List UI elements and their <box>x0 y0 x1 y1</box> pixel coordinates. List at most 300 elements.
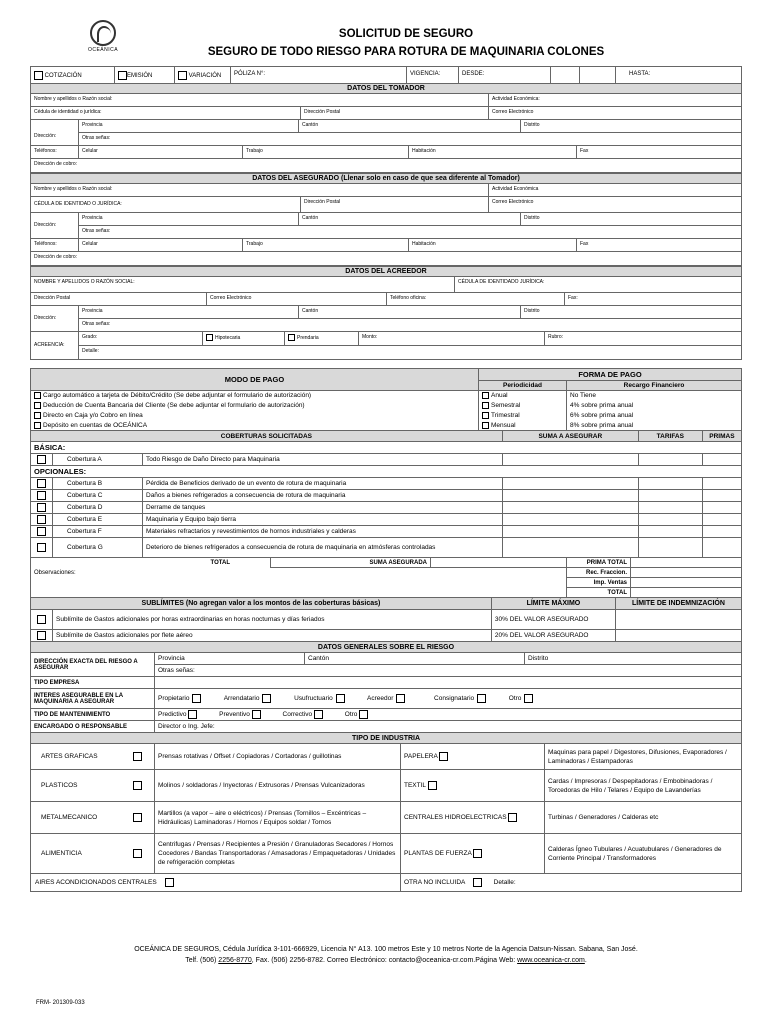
industria-fuerza-checkbox[interactable] <box>473 849 482 858</box>
periodo-option-0[interactable] <box>479 391 567 401</box>
industria-fuerza-desc: Calderas Ígneo Tubulares / Acuatubulares / Generadores de Corriente Principal / Transformadores <box>545 834 742 874</box>
otra-checkbox[interactable] <box>473 878 482 887</box>
sublimite-0-value[interactable] <box>615 610 741 630</box>
industria-plasticos-label: PLASTICOS <box>31 770 121 802</box>
interes-arrendatario-checkbox[interactable] <box>262 694 271 703</box>
periodo-option-3[interactable] <box>479 421 567 431</box>
acreencia-label: ACREENCIA: <box>31 332 79 359</box>
asegurado-telefonos-label: Teléfonos: <box>31 239 79 251</box>
tomador-dirpostal-field[interactable] <box>301 107 489 119</box>
asegurado-canton-field[interactable] <box>299 213 521 225</box>
cobertura-e-name: Cobertura E <box>53 514 143 526</box>
aires-label: AIRES ACONDICIONADOS CENTRALES <box>35 879 157 887</box>
cobertura-a-tarifa[interactable] <box>638 454 702 466</box>
periodo-checkbox-2[interactable] <box>482 412 489 419</box>
tomador-actividad-label: Actividad Económica: <box>492 96 540 102</box>
periodo-label-3: Mensual <box>491 421 516 429</box>
interes-propietario-checkbox[interactable] <box>192 694 201 703</box>
tomador-trabajo-field[interactable] <box>243 146 409 158</box>
asegurado-dirpostal-field[interactable] <box>301 197 489 212</box>
cobertura-f-prima[interactable] <box>702 526 741 538</box>
desde-field[interactable] <box>459 67 551 83</box>
cobertura-e-checkbox[interactable] <box>37 515 46 524</box>
otra-option[interactable] <box>401 874 742 892</box>
industria-hidro-text: CENTRALES HIDROELECTRICAS <box>404 814 507 822</box>
mant-otro-checkbox[interactable] <box>359 710 368 719</box>
industria-metalmecanico-option[interactable] <box>121 802 155 834</box>
periodo-option-1[interactable] <box>479 401 567 411</box>
tomador-cobro-field[interactable] <box>31 159 741 172</box>
tomador-correo-field[interactable] <box>489 107 741 119</box>
cotizacion-option[interactable] <box>31 67 115 83</box>
cobertura-d-suma[interactable] <box>502 502 638 514</box>
cobertura-b-option[interactable] <box>31 478 53 490</box>
cobertura-c-option[interactable] <box>31 490 53 502</box>
modo-label-3: Depósito en cuentas de OCEÁNICA <box>43 421 148 429</box>
cobertura-a-checkbox[interactable] <box>37 455 46 464</box>
interes-acreedor-label: Acreedor <box>367 695 394 703</box>
prendaria-checkbox[interactable] <box>288 334 295 341</box>
sublimite-1-value[interactable] <box>615 630 741 642</box>
sublimite-0-desc: Sublímite de Gastos adicionales por horas extraordinarias en horas nocturnas y días feriados <box>53 610 492 630</box>
modo-option-1[interactable] <box>31 401 479 411</box>
observaciones-label: Observaciones: <box>34 570 76 576</box>
asegurado-actividad-label: Actividad Económica <box>492 186 539 192</box>
industria-papelera-desc: Maquinas para papel / Digestores, Difusiones, Evaporadores / Laminadoras / Estampadoras <box>545 744 742 770</box>
interes-usufructuario-checkbox[interactable] <box>336 694 345 703</box>
sublimite-0-checkbox[interactable] <box>37 615 46 624</box>
total2-label: TOTAL <box>567 588 631 598</box>
periodo-option-2[interactable] <box>479 411 567 421</box>
industria-textil-label[interactable] <box>401 770 545 802</box>
tomador-distrito-field[interactable] <box>521 120 741 132</box>
cobertura-c-suma[interactable] <box>502 490 638 502</box>
interes-consignatario-label: Consignatario <box>434 695 475 703</box>
tomador-fax-field[interactable] <box>577 146 741 158</box>
asegurado-fax-field[interactable] <box>577 239 741 251</box>
tomador-fax-label: Fax <box>580 148 589 154</box>
cobertura-c-desc: Daños a bienes refrigerados a consecuencia de rotura de maquinaria <box>143 490 503 502</box>
asegurado-otras-label: Otras señas: <box>82 228 111 234</box>
sublimites-header: SUBLÍMITES (No agregan valor a los montos de las coberturas básicas) <box>31 598 492 610</box>
variacion-option[interactable] <box>175 67 231 83</box>
cobertura-e-desc: Maquinaria y Equipo bajo tierra <box>143 514 503 526</box>
acreedor-correo-label: Correo Electrónico <box>210 295 252 301</box>
asegurado-cobro-label: Dirección de cobro: <box>34 254 78 260</box>
opcionales-label: OPCIONALES: <box>31 466 742 478</box>
recargo-1: 4% sobre prima anual <box>567 401 742 411</box>
sublimite-1-limit: 20% DEL VALOR ASEGURADO <box>491 630 615 642</box>
acreedor-otras-field[interactable] <box>79 319 741 331</box>
interes-propietario-label: Propietario <box>158 695 190 703</box>
variacion-label: VARIACIÓN <box>188 73 222 80</box>
periodo-checkbox-0[interactable] <box>482 392 489 399</box>
industria-plasticos-checkbox[interactable] <box>133 781 142 790</box>
imp-ventas-value[interactable] <box>631 578 742 588</box>
industria-metalmecanico-label: METALMECANICO <box>31 802 121 834</box>
acreedor-rubro-field[interactable] <box>545 332 741 345</box>
cobertura-d-checkbox[interactable] <box>37 503 46 512</box>
indemnizacion-header: LÍMITE DE INDEMNIZACIÓN <box>615 598 741 610</box>
cobertura-f-checkbox[interactable] <box>37 527 46 536</box>
asegurado-trabajo-field[interactable] <box>243 239 409 251</box>
emision-label: EMISIÓN <box>127 73 153 80</box>
mant-otro-label: Otro <box>344 711 358 719</box>
interes-options <box>155 689 742 709</box>
policy-bar <box>30 66 742 84</box>
cobertura-g-prima[interactable] <box>702 538 741 558</box>
modo-option-0[interactable] <box>31 391 479 401</box>
acreedor-cedula-label: CÉDULA DE IDENTIDADO JURÍDICA: <box>458 279 545 285</box>
acreedor-distrito-field[interactable] <box>521 306 741 318</box>
variacion-checkbox[interactable] <box>178 71 187 80</box>
asegurado-cedula-label: CÉDULA DE IDENTIDAD O JURÍDICA: <box>34 201 122 207</box>
modo-option-3[interactable] <box>31 421 479 431</box>
acreedor-dirpostal-field[interactable] <box>31 293 207 305</box>
cobertura-b-checkbox[interactable] <box>37 479 46 488</box>
periodo-label-1: Semestral <box>491 402 521 410</box>
acreedor-prendaria-option[interactable] <box>285 332 359 345</box>
tomador-cedula-field[interactable] <box>31 107 301 119</box>
riesgo-distrito-field[interactable] <box>525 653 742 665</box>
industria-alimenticia-desc: Centrifugas / Prensas / Recipientes a Presión / Granuladoras Secadores / Hornos Cocedores / Bandas Transportadoras / Amasadoras / Empaquetadoras / Unidades de refrigeración completas <box>155 834 401 874</box>
acreedor-section-title: DATOS DEL ACREEDOR <box>30 266 742 277</box>
hipotecaria-label: Hipotecaria <box>215 334 241 341</box>
cobertura-g-option[interactable] <box>31 538 53 558</box>
riesgo-distrito-label: Distrito <box>528 655 549 662</box>
acreedor-direccion-label: Dirección: <box>31 306 79 331</box>
tomador-habitacion-label: Habitación <box>412 148 436 154</box>
tomador-habitacion-field[interactable] <box>409 146 577 158</box>
periodo-checkbox-1[interactable] <box>482 402 489 409</box>
asegurado-provincia-field[interactable] <box>79 213 299 225</box>
footer <box>30 944 742 966</box>
rec-fraccion-label: Rec. Fraccion. <box>567 568 631 578</box>
detalle-label: Detalle: <box>493 879 516 887</box>
desde-label: DESDE: <box>462 71 485 77</box>
cobertura-f-name: Cobertura F <box>53 526 143 538</box>
encargado-field[interactable] <box>155 721 742 733</box>
asegurado-habitacion-label: Habitación <box>412 241 436 247</box>
industria-plasticos-desc: Molinos / soldadoras / Inyectoras / Extrusoras / Prensas Vulcanizadoras <box>155 770 401 802</box>
cobertura-d-tarifa[interactable] <box>638 502 702 514</box>
cobertura-d-name: Cobertura D <box>53 502 143 514</box>
footer-web-link[interactable]: www.oceanica-cr.com <box>517 957 585 964</box>
modo-checkbox-2[interactable] <box>34 412 41 419</box>
cobertura-d-prima[interactable] <box>702 502 741 514</box>
mant-preventivo-label: Preventivo <box>219 711 250 719</box>
acreedor-nombre-label: NOMBRE Y APELLIDOS O RAZÓN SOCIAL: <box>34 279 135 285</box>
riesgo-table <box>30 641 742 733</box>
industria-papelera-label[interactable] <box>401 744 545 770</box>
periodo-label-2: Trimestral <box>491 412 520 420</box>
hipotecaria-checkbox[interactable] <box>206 334 213 341</box>
mantenimiento-options <box>155 709 742 721</box>
interes-label: INTERES ASEGURABLE EN LA MAQUINARIA A ASEGURAR <box>31 689 155 709</box>
periodicidad-header: Periodicidad <box>479 381 567 391</box>
footer-contact-text: , Fax. (506) 2256-8782. Correo Electrónico: contacto@oceanica-cr.com.Página Web: <box>251 957 518 964</box>
acreedor-detalle-field[interactable] <box>79 346 741 359</box>
sublimite-1-checkbox[interactable] <box>37 631 46 640</box>
asegurado-distrito-field[interactable] <box>521 213 741 225</box>
industria-artes-checkbox[interactable] <box>133 752 142 761</box>
limite-maximo-header: LÍMITE MÁXIMO <box>491 598 615 610</box>
riesgo-section-title: DATOS GENERALES SOBRE EL RIESGO <box>31 642 742 653</box>
asegurado-celular-field[interactable] <box>79 239 243 251</box>
interes-consignatario-checkbox[interactable] <box>477 694 486 703</box>
hasta-label: HASTA: <box>629 71 651 77</box>
mant-correctivo-checkbox[interactable] <box>314 710 323 719</box>
asegurado-canton-label: Cantón <box>302 215 319 221</box>
periodo-checkbox-3[interactable] <box>482 422 489 429</box>
asegurado-habitacion-field[interactable] <box>409 239 577 251</box>
tomador-canton-field[interactable] <box>299 120 521 132</box>
cobertura-f-tarifa[interactable] <box>638 526 702 538</box>
interes-arrendatario-label: Arrendatario <box>223 695 260 703</box>
cobertura-b-prima[interactable] <box>702 478 741 490</box>
acreedor-grado-field[interactable] <box>79 332 203 345</box>
tomador-dirpostal-label: Dirección Postal <box>304 109 341 115</box>
cobertura-g-suma[interactable] <box>502 538 638 558</box>
coberturas-header: COBERTURAS SOLICITADAS <box>31 431 503 442</box>
riesgo-provincia-label: Provincia <box>158 655 185 662</box>
industria-artes-option[interactable] <box>121 744 155 770</box>
asegurado-distrito-label: Distrito <box>524 215 540 221</box>
industria-metalmecanico-desc: Martillos (a vapor – aire o eléctricos) / Prensas (Tornillos – Excéntricas – Hidráulicas) Laminadoras / Hornos / Equipos soldar / Tornos <box>155 802 401 834</box>
cobertura-a-prima[interactable] <box>702 454 741 466</box>
asegurado-correo-field[interactable] <box>489 197 741 212</box>
acreedor-monto-field[interactable] <box>359 332 545 345</box>
acreedor-provincia-field[interactable] <box>79 306 299 318</box>
suma-header: SUMA A ASEGURAR <box>502 431 638 442</box>
acreedor-canton-label: Cantón <box>302 308 319 314</box>
total2-value[interactable] <box>631 588 742 598</box>
tomador-distrito-label: Distrito <box>524 122 540 128</box>
tomador-cedula-label: Cédula de identidad o jurídica: <box>34 109 102 115</box>
mant-predictivo-label: Predictivo <box>158 711 187 719</box>
suma-asegurada-label: SUMA ASEGURADA <box>271 558 431 568</box>
cobertura-a-desc: Todo Riesgo de Daño Directo para Maquinaria <box>143 454 503 466</box>
modo-checkbox-1[interactable] <box>34 402 41 409</box>
desde-extra-2[interactable] <box>580 67 616 83</box>
tomador-provincia-label: Provincia <box>82 122 103 128</box>
industria-table <box>30 732 742 892</box>
industria-hidro-checkbox[interactable] <box>508 813 517 822</box>
modo-label-2: Directo en Caja y/o Cobro en línea <box>43 412 143 420</box>
acreedor-fax-field[interactable] <box>565 293 741 305</box>
sublimite-1-desc: Sublímite de Gastos adicionales por flete aéreo <box>53 630 492 642</box>
acreedor-canton-field[interactable] <box>299 306 521 318</box>
riesgo-direccion-label: DIRECCIÓN EXACTA DEL RIESGO A ASEGURAR <box>31 653 155 677</box>
acreedor-telefono-field[interactable] <box>387 293 565 305</box>
industria-alimenticia-label: ALIMENTICIA <box>31 834 121 874</box>
cobertura-b-tarifa[interactable] <box>638 478 702 490</box>
cobertura-e-tarifa[interactable] <box>638 514 702 526</box>
footer-phone-link[interactable]: 2256-8770 <box>218 957 252 964</box>
tipo-empresa-field[interactable] <box>155 677 742 689</box>
cobertura-c-checkbox[interactable] <box>37 491 46 500</box>
acreedor-grado-label: Grado: <box>82 334 98 340</box>
sublimite-0-option[interactable] <box>31 610 53 630</box>
modo-checkbox-3[interactable] <box>34 422 41 429</box>
cobertura-b-suma[interactable] <box>502 478 638 490</box>
cobertura-g-tarifa[interactable] <box>638 538 702 558</box>
tomador-correo-label: Correo Electrónico <box>492 109 534 115</box>
acreedor-nombre-field[interactable] <box>31 277 455 292</box>
coverage-table <box>30 430 742 558</box>
industria-alimenticia-checkbox[interactable] <box>133 849 142 858</box>
basica-label: BÁSICA: <box>31 442 742 454</box>
industria-hidro-label[interactable] <box>401 802 545 834</box>
modo-option-2[interactable] <box>31 411 479 421</box>
asegurado-cedula-field[interactable] <box>31 197 301 212</box>
acreedor-dirpostal-label: Dirección Postal <box>34 295 71 301</box>
poliza-field[interactable] <box>231 67 407 83</box>
rec-fraccion-value[interactable] <box>631 568 742 578</box>
asegurado-provincia-label: Provincia <box>82 215 103 221</box>
industria-artes-label: ARTES GRAFICAS <box>31 744 121 770</box>
interes-acreedor-checkbox[interactable] <box>396 694 405 703</box>
industria-fuerza-text: PLANTAS DE FUERZA <box>404 850 472 858</box>
industria-artes-desc: Prensas rotativas / Offset / Copiadoras / Cortadoras / guillotinas <box>155 744 401 770</box>
cobertura-b-desc: Pérdida de Beneficios derivado de un evento de rotura de maquinaria <box>143 478 503 490</box>
mant-preventivo-checkbox[interactable] <box>252 710 261 719</box>
cobertura-a-option[interactable] <box>31 454 53 466</box>
tomador-trabajo-label: Trabajo <box>246 148 263 154</box>
acreedor-fax-label: Fax: <box>568 295 578 301</box>
riesgo-provincia-field[interactable] <box>155 653 305 665</box>
forma-pago-title: FORMA DE PAGO <box>479 369 742 381</box>
interes-otro-label: Otro <box>508 695 522 703</box>
footer-line1: OCEÁNICA DE SEGUROS, Cédula Jurídica 3-101-666929, Licencia N° A13. 100 metros Este y 10 metros Norte de la Agencia Datsun-Nissan. Sabana, San José. <box>134 946 638 953</box>
asegurado-nombre-label: Nombre y apellidos o Razón social: <box>34 186 113 192</box>
cobertura-e-option[interactable] <box>31 514 53 526</box>
tomador-nombre-field[interactable] <box>31 94 489 106</box>
cotizacion-checkbox[interactable] <box>34 71 43 80</box>
asegurado-otras-field[interactable] <box>79 226 741 238</box>
tomador-nombre-label: Nombre y apellidos o Razón social: <box>34 96 113 102</box>
totals-table <box>30 557 742 598</box>
industria-alimenticia-option[interactable] <box>121 834 155 874</box>
logo-text: OCEÁNICA <box>87 47 119 53</box>
cobertura-c-tarifa[interactable] <box>638 490 702 502</box>
cobertura-f-suma[interactable] <box>502 526 638 538</box>
sublimite-0-limit: 30% DEL VALOR ASEGURADO <box>491 610 615 630</box>
asegurado-actividad-field[interactable] <box>489 184 741 196</box>
modo-label-1: Deducción de Cuenta Bancaria del Cliente (Se debe adjuntar el formulario de autorización) <box>43 402 305 410</box>
encargado-value-label: Director o Ing. Jefe: <box>158 723 215 730</box>
cobertura-e-suma[interactable] <box>502 514 638 526</box>
acreedor-hipotecaria-option[interactable] <box>203 332 285 345</box>
asegurado-cobro-field[interactable] <box>31 252 741 265</box>
poliza-label: PÓLIZA N°: <box>234 71 266 77</box>
acreedor-rubro-label: Rubro: <box>548 334 564 340</box>
observaciones-field[interactable] <box>31 568 567 598</box>
industria-hidro-desc: Turbinas / Generadores / Calderas etc <box>545 802 742 834</box>
prendaria-label: Prendaria <box>297 334 319 341</box>
otra-label: OTRA NO INCLUIDA <box>404 879 466 887</box>
suma-asegurada-value[interactable] <box>431 558 567 568</box>
emision-option[interactable] <box>115 67 175 83</box>
industria-papelera-text: PAPELERA <box>404 753 438 761</box>
cobertura-f-option[interactable] <box>31 526 53 538</box>
industria-fuerza-label[interactable] <box>401 834 545 874</box>
mant-correctivo-label: Correctivo <box>282 711 313 719</box>
hasta-field[interactable] <box>616 67 741 83</box>
acreedor-provincia-label: Provincia <box>82 308 103 314</box>
tomador-otras-field[interactable] <box>79 133 741 145</box>
cobertura-e-prima[interactable] <box>702 514 741 526</box>
acreedor-cedula-field[interactable] <box>455 277 741 292</box>
modo-label-0: Cargo automático a tarjeta de Débito/Crédito (Se debe adjuntar el formulario de autorización) <box>43 392 312 400</box>
asegurado-fax-label: Fax <box>580 241 589 247</box>
footer-tel-label: Telf. (506) <box>185 957 219 964</box>
asegurado-celular-label: Celular <box>82 241 98 247</box>
tomador-actividad-field[interactable] <box>489 94 741 106</box>
tomador-provincia-field[interactable] <box>79 120 299 132</box>
asegurado-nombre-field[interactable] <box>31 184 489 196</box>
prima-total-value[interactable] <box>631 558 742 568</box>
recargo-header: Recargo Financiero <box>567 381 742 391</box>
modo-checkbox-0[interactable] <box>34 392 41 399</box>
acreedor-detalle-label: Detalle: <box>82 348 99 354</box>
tomador-celular-field[interactable] <box>79 146 243 158</box>
vigencia-label: VIGENCIA: <box>407 67 459 83</box>
riesgo-canton-field[interactable] <box>305 653 525 665</box>
interes-otro-checkbox[interactable] <box>524 694 533 703</box>
acreedor-correo-field[interactable] <box>207 293 387 305</box>
industria-textil-checkbox[interactable] <box>428 781 437 790</box>
riesgo-otras-field[interactable] <box>155 665 742 677</box>
asegurado-correo-label: Correo Electrónico <box>492 199 534 205</box>
mantenimiento-label: TIPO DE MANTENIMIENTO <box>31 709 155 721</box>
encargado-label: ENCARGADO O RESPONSABLE <box>31 721 155 733</box>
cobertura-c-name: Cobertura C <box>53 490 143 502</box>
desde-extra[interactable] <box>551 67 580 83</box>
riesgo-otras-label: Otras señas: <box>158 667 195 674</box>
cotizacion-label: COTIZACIÓN <box>44 73 82 80</box>
industria-plasticos-option[interactable] <box>121 770 155 802</box>
cobertura-g-checkbox[interactable] <box>37 543 46 552</box>
aires-option[interactable] <box>31 874 401 892</box>
periodo-label-0: Anual <box>491 392 508 400</box>
cobertura-c-prima[interactable] <box>702 490 741 502</box>
acreedor-otras-label: Otras señas: <box>82 321 111 327</box>
modo-pago-title: MODO DE PAGO <box>31 369 479 391</box>
aires-checkbox[interactable] <box>165 878 174 887</box>
prima-total-label: PRIMA TOTAL <box>567 558 631 568</box>
industria-metalmecanico-checkbox[interactable] <box>133 813 142 822</box>
cobertura-a-name: Cobertura A <box>53 454 143 466</box>
industria-textil-desc: Cardas / Impresoras / Despepitadoras / Embobinadoras / Torcedoras de Hilo / Telares / Equipo de Lavanderías <box>545 770 742 802</box>
cobertura-d-option[interactable] <box>31 502 53 514</box>
tipo-empresa-label: TIPO EMPRESA <box>31 677 155 689</box>
sublimite-1-option[interactable] <box>31 630 53 642</box>
interes-usufructuario-label: Usufructuario <box>294 695 333 703</box>
emision-checkbox[interactable] <box>118 71 127 80</box>
form-code: FRM- 201309-033 <box>36 1000 85 1006</box>
acreedor-monto-label: Monto: <box>362 334 378 340</box>
imp-ventas-label: Imp. Ventas <box>567 578 631 588</box>
industria-papelera-checkbox[interactable] <box>439 752 448 761</box>
mant-predictivo-checkbox[interactable] <box>188 710 197 719</box>
tomador-direccion-label: Dirección: <box>31 120 79 145</box>
cobertura-a-suma[interactable] <box>502 454 638 466</box>
form-header <box>30 20 742 66</box>
asegurado-section-title: DATOS DEL ASEGURADO (Llenar solo en caso de que sea diferente al Tomador) <box>30 173 742 184</box>
industria-textil-text: TEXTIL <box>404 782 426 790</box>
tomador-canton-label: Cantón <box>302 122 319 128</box>
